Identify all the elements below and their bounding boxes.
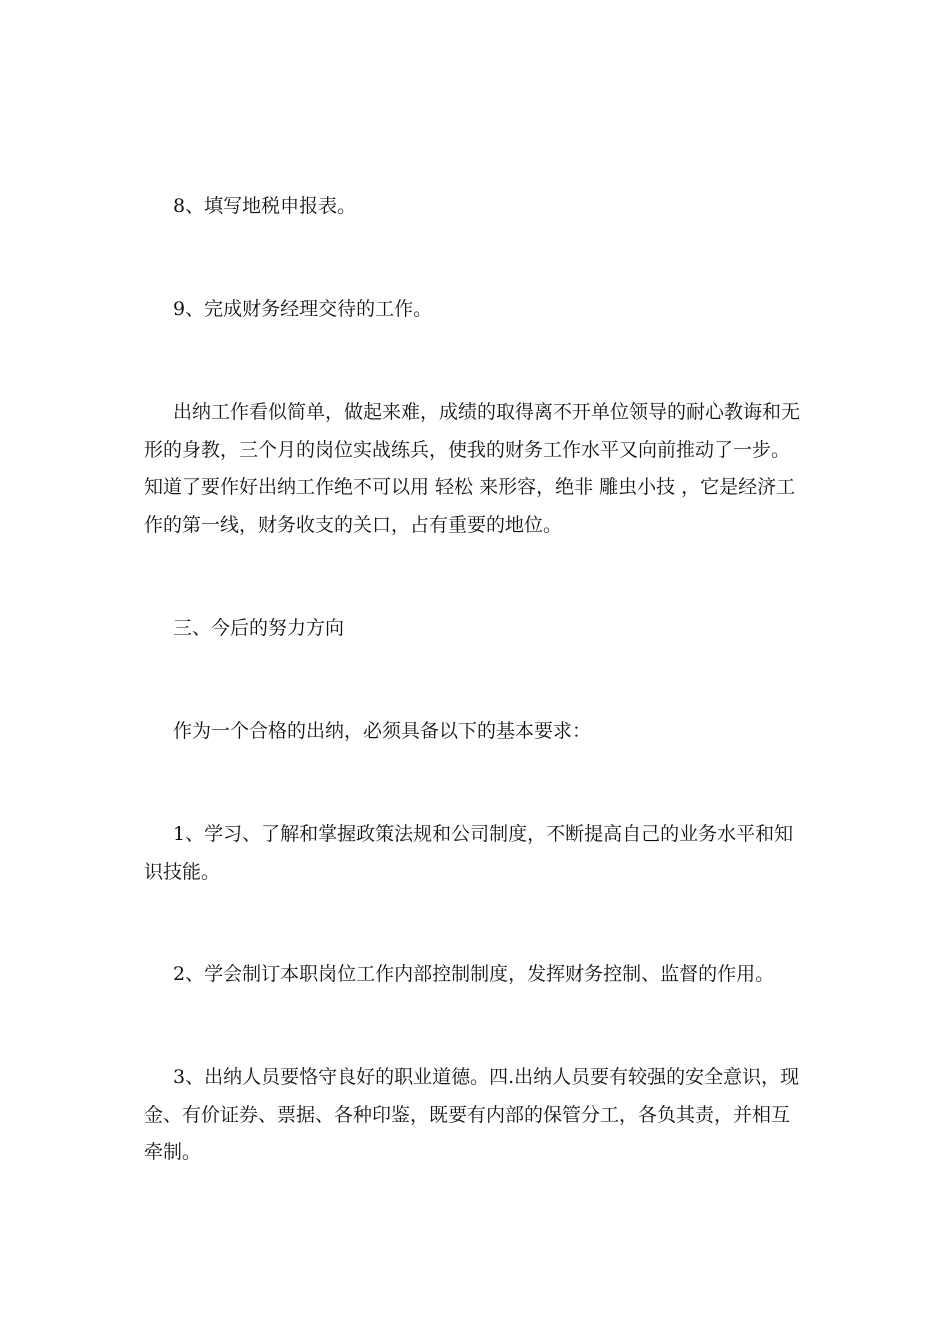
paragraph-cashier-summary: 出纳工作看似简单，做起来难，成绩的取得离不开单位领导的耐心教诲和无形的身教，三个月的岗位实战练兵，使我的财务工作水平又向前推动了一步。知道了要作好出纳工作绝不可以用 轻松 来形容，绝非 雕虫小技 ，它是经济工作的第一线，财务收支的关口，占有重要的地位。 xyxy=(144,401,801,536)
paragraph-basic-requirements: 作为一个合格的出纳，必须具备以下的基本要求： xyxy=(173,720,592,742)
requirement-item-2: 2、学会制订本职岗位工作内部控制制度，发挥财务控制、监督的作用。 xyxy=(173,963,775,985)
requirement-item-3: 3、出纳人员要恪守良好的职业道德。四.出纳人员要有较强的安全意识，现金、有价证券、票据、各种印鉴，既要有内部的保管分工，各负其责，并相互牵制。 xyxy=(144,1066,800,1163)
paragraph-item-8: 8、填写地税申报表。 xyxy=(173,195,357,217)
paragraph-item-9: 9、完成财务经理交待的工作。 xyxy=(173,298,433,320)
requirement-item-1: 1、学习、了解和掌握政策法规和公司制度，不断提高自己的业务水平和知识技能。 xyxy=(144,823,794,883)
section-heading-future-direction: 三、今后的努力方向 xyxy=(173,617,345,639)
